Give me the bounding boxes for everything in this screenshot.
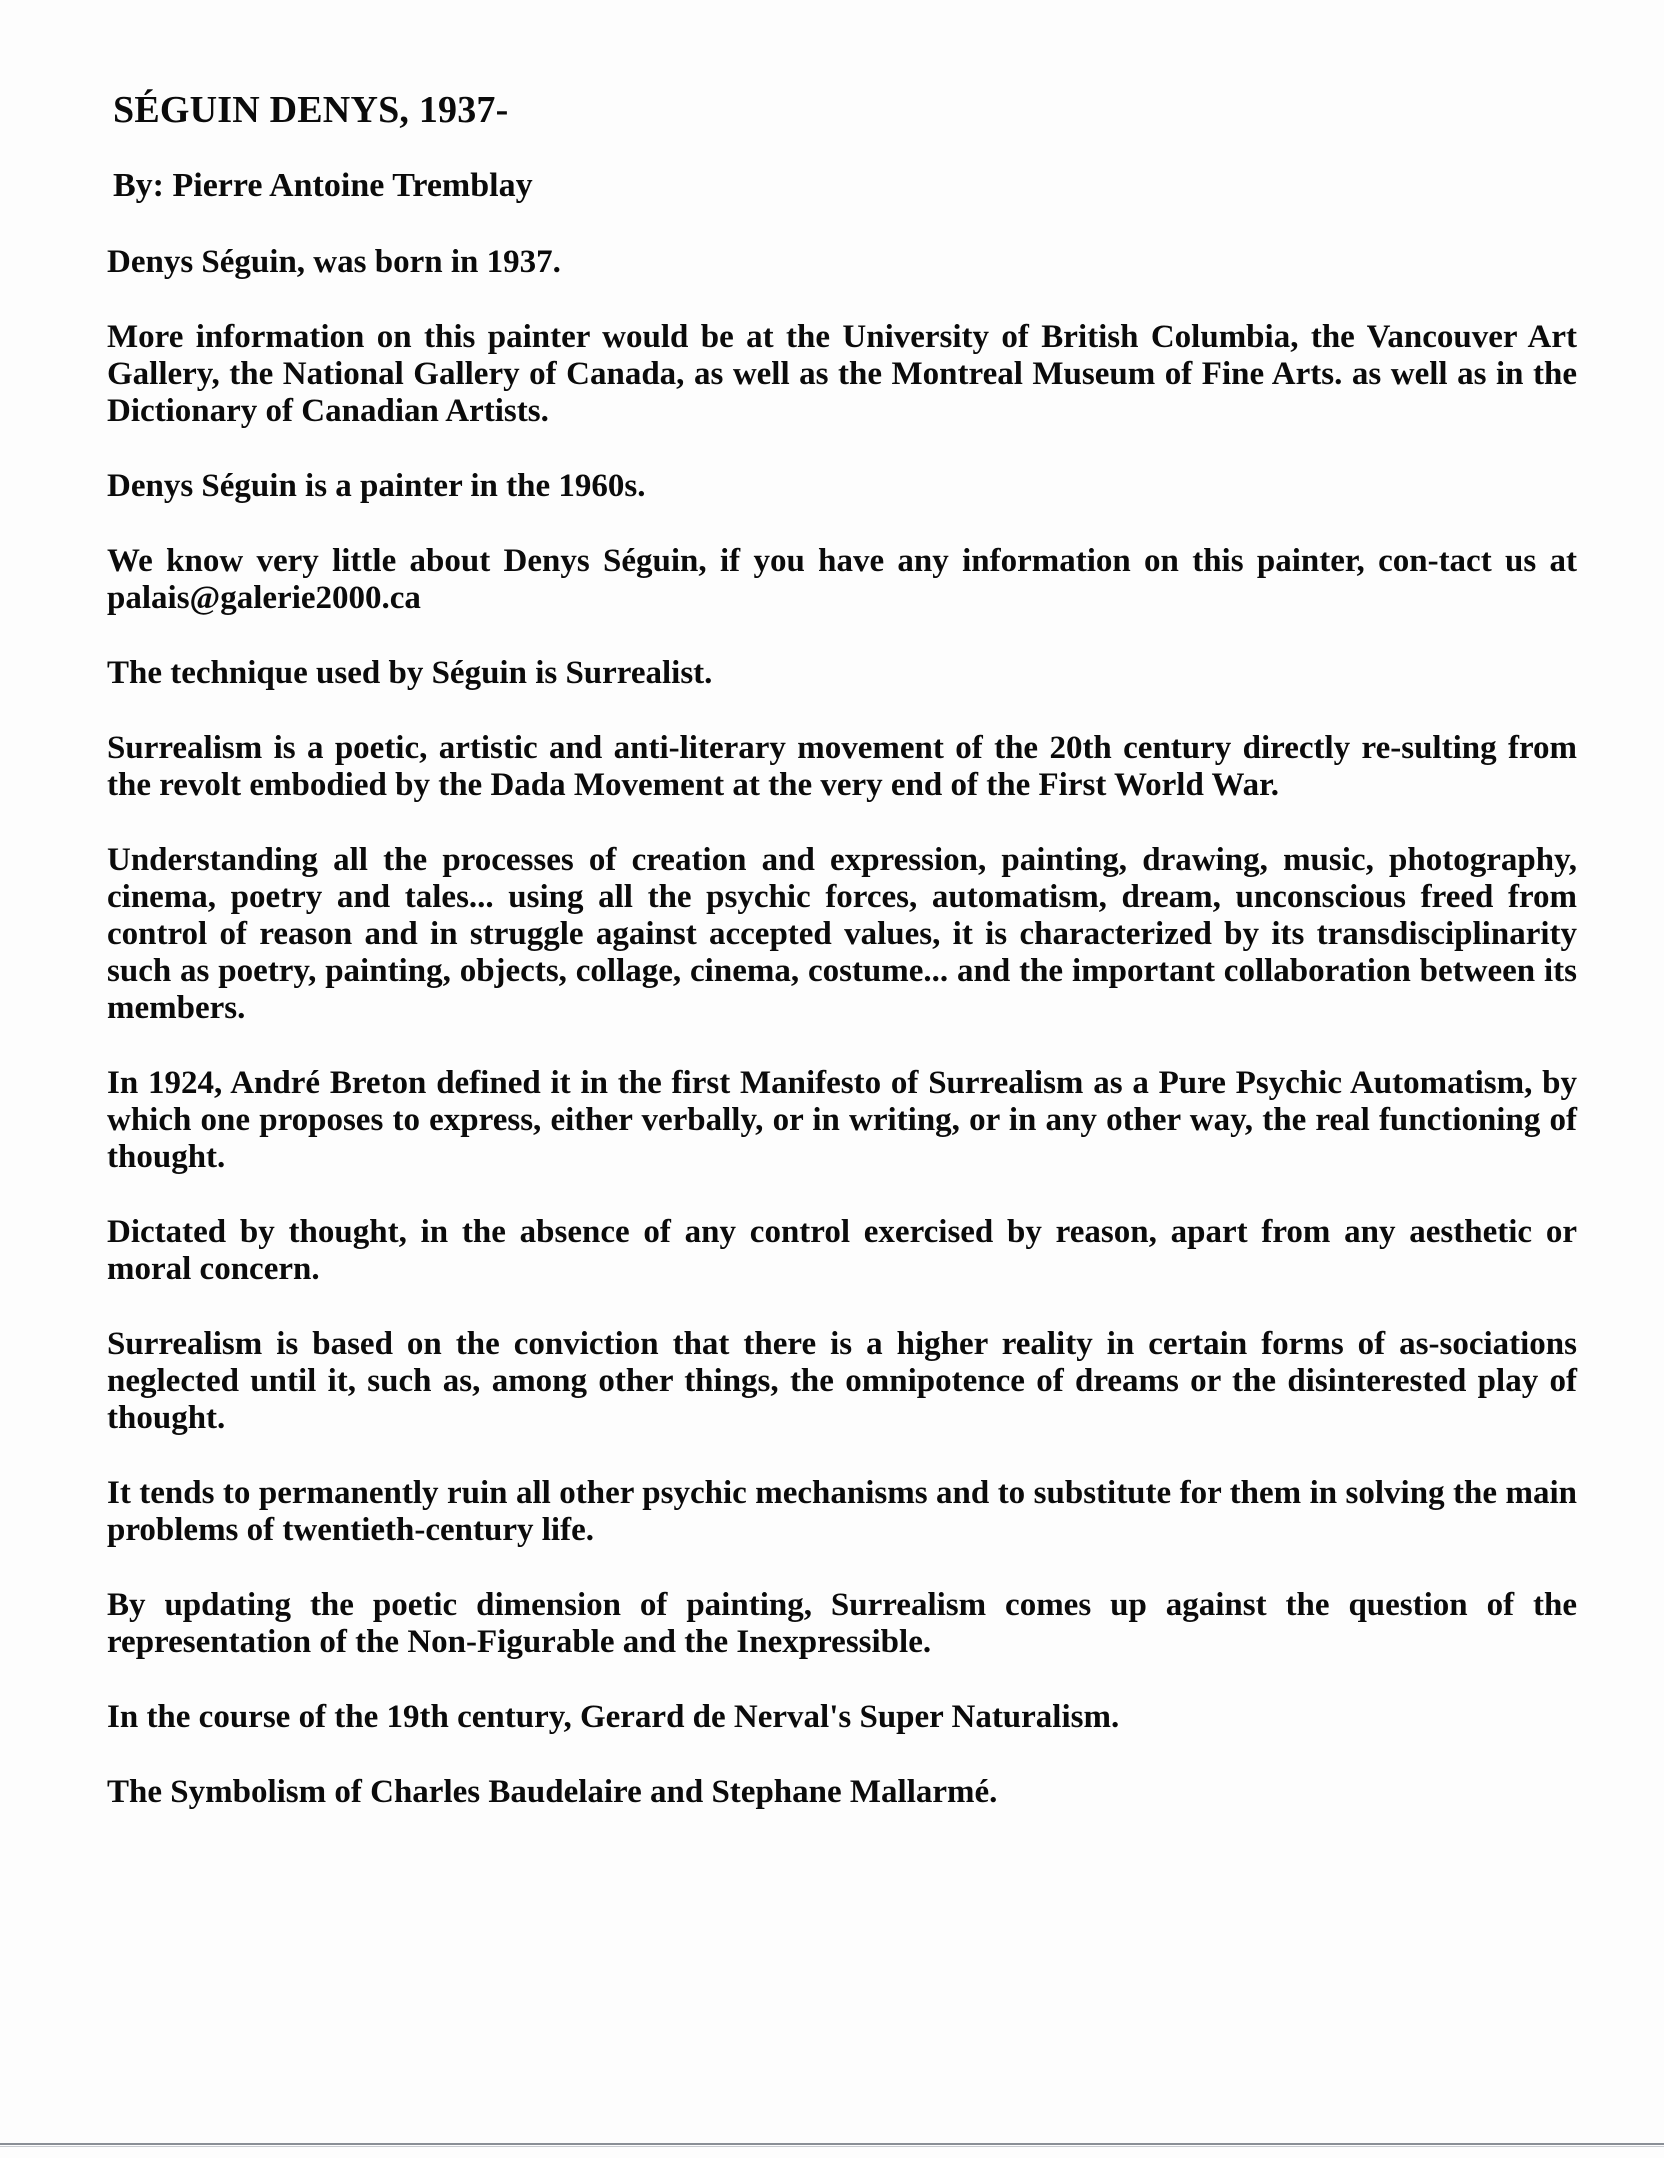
author-byline: By: Pierre Antoine Tremblay	[113, 167, 533, 204]
paragraph-symbolism: The Symbolism of Charles Baudelaire and Stephane Mallarmé.	[107, 1774, 998, 1810]
document-body	[107, 88, 1577, 1849]
paragraph-higher-reality: Surrealism is based on the conviction that there is a higher reality in certain forms of as-sociations neglected until it, such as, among other things, the omnipotence of dreams or the disinterested play of thought.	[107, 1326, 1577, 1436]
paragraph-sources: More information on this painter would be at the University of British Columbia, the Vancouver Art Gallery, the National Gallery of Canada, as well as the Montreal Museum of Fine Arts. as well as in the Dictionary of Canadian Artists.	[107, 319, 1577, 429]
paragraph-breton-manifesto: In 1924, André Breton defined it in the first Manifesto of Surrealism as a Pure Psychic Automatism, by which one proposes to express, either verbally, or in writing, or in any other way, the real functioning of thought.	[107, 1065, 1577, 1175]
paragraph-surrealism-definition: Surrealism is a poetic, artistic and anti-literary movement of the 20th century directly re-sulting from the revolt embodied by the Dada Movement at the very end of the First World War.	[107, 730, 1577, 803]
paragraph-contact: We know very little about Denys Séguin, if you have any information on this painter, con-tact us at palais@galerie2000.ca	[107, 543, 1577, 616]
paragraph-dictated-by-thought: Dictated by thought, in the absence of any control exercised by reason, apart from any aesthetic or moral concern.	[107, 1214, 1577, 1287]
paragraph-super-naturalism: In the course of the 19th century, Gerard de Nerval's Super Naturalism.	[107, 1699, 1120, 1735]
paragraph-processes: Understanding all the processes of creation and expression, painting, drawing, music, photography, cinema, poetry and tales... using all the psychic forces, automatism, dream, unconscious freed from control of reason and in struggle against accepted values, it is characterized by its transdisciplinarity such as poetry, painting, objects, collage, cinema, costume... and the important collaboration between its members.	[107, 842, 1577, 1026]
paragraph-era: Denys Séguin is a painter in the 1960s.	[107, 468, 646, 504]
paragraph-birth: Denys Séguin, was born in 1937.	[107, 244, 561, 280]
document-title: SÉGUIN DENYS, 1937-	[113, 89, 509, 131]
scan-edge-line	[0, 2143, 1664, 2145]
paragraph-psychic-mechanisms: It tends to permanently ruin all other psychic mechanisms and to substitute for them in solving the main problems of twentieth-century life.	[107, 1475, 1577, 1548]
paragraph-technique: The technique used by Séguin is Surrealist.	[107, 655, 713, 691]
scan-edge-shadow	[0, 2146, 1664, 2147]
paragraph-poetic-dimension: By updating the poetic dimension of painting, Surrealism comes up against the question of the representation of the Non-Figurable and the Inexpressible.	[107, 1587, 1577, 1660]
